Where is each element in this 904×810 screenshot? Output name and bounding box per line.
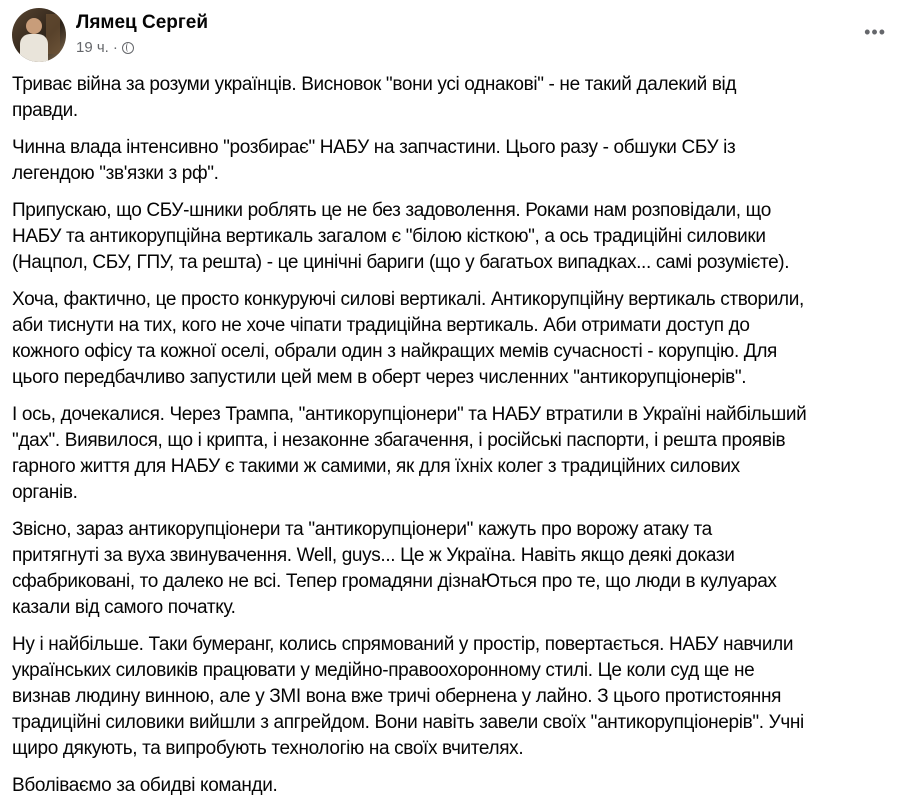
paragraph-line: правди. xyxy=(12,100,78,121)
paragraph-line: Ну і найбільше. Таки бумеранг, колись спрямований у простір, повертається. НАБУ навчили xyxy=(12,634,794,655)
paragraph-line: Припускаю, що СБУ-шники роблять це не без задоволення. Роками нам розповідали, що xyxy=(12,200,771,221)
more-options-button[interactable]: ••• xyxy=(864,22,886,42)
paragraph-line: притягнуті за вуха звинувачення. Well, guys... Це ж Україна. Навіть якщо деякі докази xyxy=(12,545,735,566)
paragraph-line: казали від самого початку. xyxy=(12,597,236,618)
paragraph-line: аби тиснути на тих, кого не хоче чіпати традиційна вертикаль. Аби отримати доступ до xyxy=(12,315,750,336)
paragraph-line: НАБУ та антикорупційна вертикаль загалом є "білою кісткою", а ось традиційні силовики xyxy=(12,226,766,247)
post-text xyxy=(12,72,904,810)
paragraph-line: органів. xyxy=(12,482,78,503)
post-paragraph xyxy=(12,632,904,762)
paragraph-line: традиційні силовики вийшли з апгрейдом. Вони навіть завели своїх "антикорупціонерів". Учні xyxy=(12,712,804,733)
post-paragraph xyxy=(12,773,904,799)
paragraph-line: українських силовиків працювати у медійно-правоохоронному стилі. Це коли суд ще не xyxy=(12,660,755,681)
author-name[interactable]: Лямец Сергей xyxy=(76,12,209,33)
paragraph-line: "дах". Виявилося, що і крипта, і незаконне збагачення, і російські паспорти, і решта проявів xyxy=(12,430,786,451)
post-paragraph xyxy=(12,198,904,276)
paragraph-line: Хоча, фактично, це просто конкуруючі силові вертикалі. Антикорупційну вертикаль створили, xyxy=(12,289,804,310)
post-paragraph xyxy=(12,72,904,124)
paragraph-line: І ось, дочекалися. Через Трампа, "антикорупціонери" та НАБУ втратили в Україні найбільший xyxy=(12,404,807,425)
post-paragraph xyxy=(12,287,904,391)
paragraph-line: Вболіваємо за обидві команди. xyxy=(12,775,278,796)
paragraph-line: Чинна влада інтенсивно "розбирає" НАБУ на запчастини. Цього разу - обшуки СБУ із xyxy=(12,137,736,158)
paragraph-line: Триває війна за розуми українців. Висновок "вони усі однакові" - не такий далекий від xyxy=(12,74,737,95)
author-avatar[interactable] xyxy=(12,8,66,62)
paragraph-line: кожного офісу та кожної оселі, обрали один з найкращих мемів сучасності - корупцію. Для xyxy=(12,341,777,362)
post-paragraph xyxy=(12,402,904,506)
paragraph-line: сфабриковані, то далеко не всі. Тепер громадяни дізнаЮться про те, що люди в кулуарах xyxy=(12,571,777,592)
paragraph-line: гарного життя для НАБУ є такими ж самими, як для їхніх колег з традиційних силових xyxy=(12,456,740,477)
post-meta xyxy=(76,39,134,56)
post-paragraph xyxy=(12,517,904,621)
paragraph-line: Звісно, зараз антикорупціонери та "антикорупціонери" кажуть про ворожу атаку та xyxy=(12,519,712,540)
paragraph-line: щиро дякують, та випробують технологію на своїх вчителях. xyxy=(12,738,524,759)
post-paragraph xyxy=(12,135,904,187)
paragraph-line: цього передбачливо запустили цей мем в оберт через численних "антикорупціонерів". xyxy=(12,367,747,388)
globe-icon[interactable] xyxy=(122,42,134,54)
meta-separator: · xyxy=(112,39,118,56)
paragraph-line: визнав людину винною, але у ЗМІ вона вже тричі обернена у лайно. З цього протистояння xyxy=(12,686,782,707)
paragraph-line: легендою "зв'язки з рф". xyxy=(12,163,219,184)
paragraph-line: (Нацпол, СБУ, ГПУ, та решта) - це цинічні бариги (що у багатьох випадках... самі розумієте). xyxy=(12,252,790,273)
post-header xyxy=(12,8,904,64)
post-time[interactable]: 19 ч. xyxy=(76,39,109,56)
